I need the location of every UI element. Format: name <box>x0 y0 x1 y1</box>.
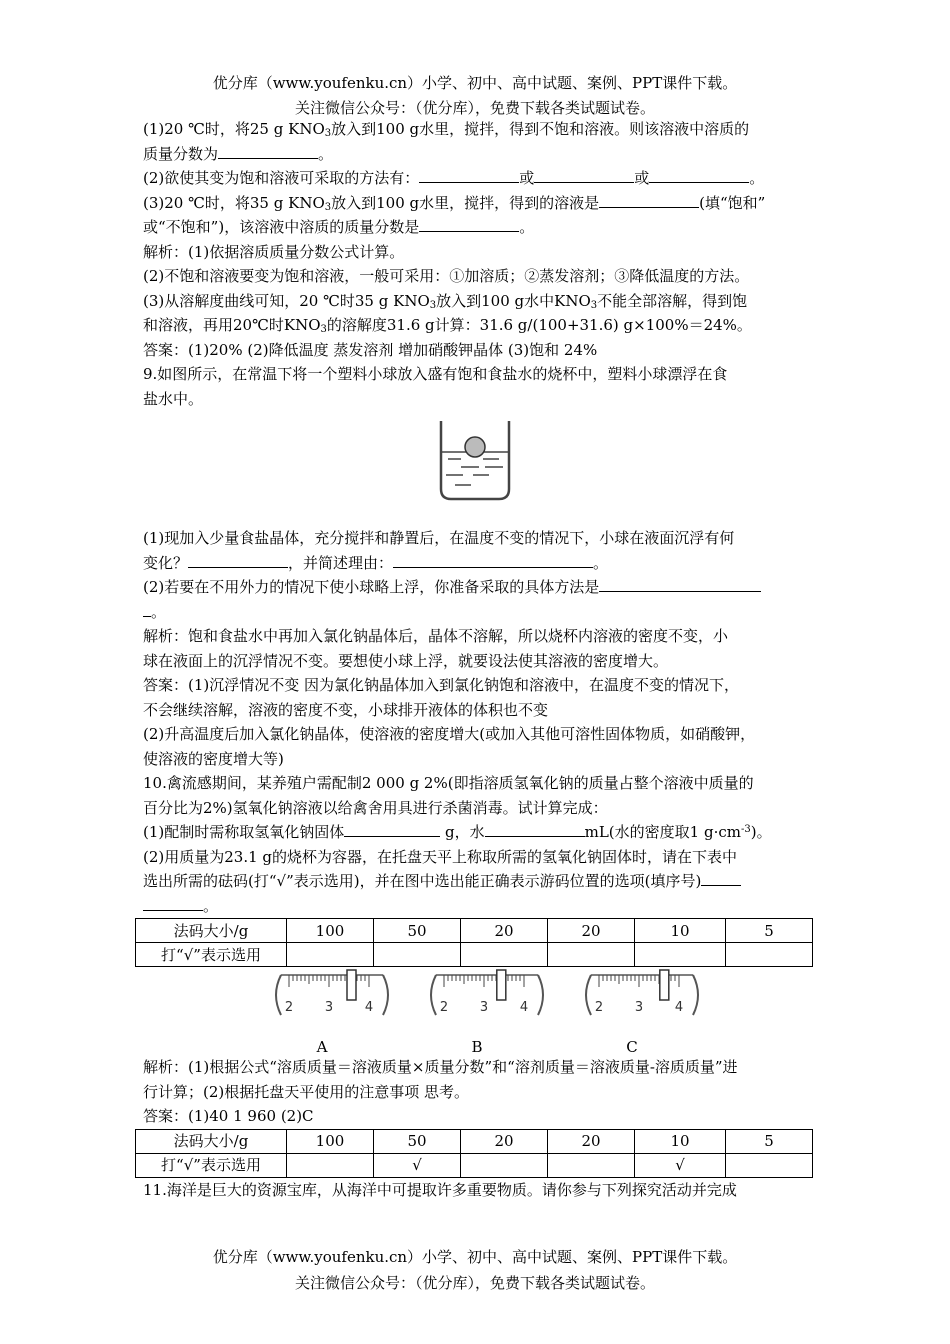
table-cell: 20 <box>461 1129 548 1153</box>
answer-weights-table <box>135 1129 813 1178</box>
q8-part3-cont: 或“不饱和”)，该溶液中溶质的质量分数是 。 <box>143 218 535 236</box>
q10-analysis-2: 行计算；(2)根据托盘天平使用的注意事项 思考。 <box>143 1082 470 1101</box>
q9-analysis-2: 球在液面上的沉浮情况不变。要想使小球上浮，就要设法使其溶液的密度增大。 <box>143 651 669 670</box>
answer-blank[interactable] <box>143 601 151 617</box>
q10-stem-2: 百分比为2%)氢氧化钠溶液以给禽舍用具进行杀菌消毒。试计算完成： <box>143 798 608 817</box>
q9-answer-4: 使溶液的密度增大等) <box>143 749 284 768</box>
beaker-outline <box>441 421 509 499</box>
q10-part1: (1)配制时需称取氢氧化钠固体 g，水 mL(水的密度取1 $g\cdot cm^{-3}$)。 <box>143 823 772 841</box>
scale-tick-label: 3 <box>479 1000 489 1015</box>
answer-blank[interactable] <box>599 192 699 208</box>
table-check-cell[interactable] <box>548 943 635 967</box>
q8-answer: 答案：(1)20% (2)降低温度 蒸发溶剂 增加硝酸钾晶体 (3)饱和 24% <box>143 340 598 359</box>
table-cell: 20 <box>548 919 635 943</box>
q9-answer-3: (2)升高温度后加入氯化钠晶体，使溶液的密度增大(或加入其他可溶性固体物质，如硝酸钾， <box>143 725 756 743</box>
q9-part2: (2)若要在不用外力的情况下使小球略上浮，你准备采取的具体方法是 <box>143 575 813 600</box>
option-b-label: B <box>471 1038 483 1056</box>
q8-analysis-2: (2)不饱和溶液要变为饱和溶液，一般可采用：①加溶质；②蒸发溶剂；③降低温度的方法。 <box>143 267 750 285</box>
scale-tick-label: 2 <box>594 1000 604 1015</box>
scale-bracket-left <box>586 975 591 1015</box>
table-cell: 50 <box>374 1129 461 1153</box>
answer-blank[interactable] <box>188 552 288 568</box>
table-cell: 5 <box>726 1129 813 1153</box>
q9-answer-2: 不会继续溶解，溶液的密度不变，小球排开液体的体积也不变 <box>143 700 549 719</box>
scale-tick-label: 4 <box>674 1000 684 1015</box>
plastic-ball <box>465 437 485 457</box>
table-row <box>136 919 813 943</box>
answer-blank[interactable] <box>649 167 749 183</box>
scale-bracket-left <box>431 975 436 1015</box>
content <box>143 117 813 1202</box>
scale-tick-label: 2 <box>284 1000 294 1015</box>
q9-part2-cont: 。 <box>143 600 813 625</box>
header-line-2: 关注微信公众号：（优分库），免费下载各类试题试卷。 <box>294 99 655 117</box>
q10-analysis-1: 解析：(1)根据公式“溶质质量＝溶液质量×质量分数”和“溶剂质量＝溶液质量-溶质质量”进 <box>143 1058 738 1076</box>
q8-analysis-3: (3)从溶解度曲线可知，20 ℃时35 g $KNO_3$放入到100 g水中$KNO_3$不能全部溶解，得到饱 <box>143 291 748 311</box>
q8-analysis-3-cont: 和溶液，再用20℃时$KNO_3$的溶解度31.6 g计算：31.6 g/(100+31.6) g×100%＝24%。 <box>143 316 752 335</box>
q8-analysis-1: 解析：(1)依据溶质质量分数公式计算。 <box>143 242 405 261</box>
q9-part1: (1)现加入少量食盐晶体，充分搅拌和静置后，在温度不变的情况下，小球在液面沉浮有何 <box>143 529 735 547</box>
scale-tick-label: 4 <box>519 1000 529 1015</box>
q9-answer-1: 答案：(1)沉浮情况不变 因为氯化钠晶体加入到氯化钠饱和溶液中，在温度不变的情况下， <box>143 676 740 694</box>
answer-blank[interactable] <box>701 870 741 886</box>
rider-options-figure <box>143 967 813 1035</box>
answer-blank[interactable] <box>599 576 761 592</box>
q10-part2-cont: 选出所需的砝码(打“√”表示选用)，并在图中选出能正确表示游码位置的选项(填序号) <box>143 869 813 894</box>
q10-answer: 答案：(1)40 1 960 (2)C <box>143 1107 314 1125</box>
q8-part3: (3)20 ℃时，将35 g $KNO_3$放入到100 g水里，搅拌，得到的溶液是 (填“饱和” <box>143 193 766 213</box>
answer-blank[interactable] <box>143 895 203 911</box>
scale-tick-label: 3 <box>324 1000 334 1015</box>
scale-bracket-left <box>276 975 281 1015</box>
answer-blank[interactable] <box>534 167 634 183</box>
table-cell: 20 <box>461 919 548 943</box>
q8-part1-cont: 质量分数为 。 <box>143 144 334 163</box>
q10-part2-cont2: 。 <box>143 894 813 919</box>
q10-part2: (2)用质量为23.1 g的烧杯为容器，在托盘天平上称取所需的氢氧化钠固体时，请在下表中 <box>143 847 738 866</box>
weights-table <box>135 918 813 967</box>
table-check-cell <box>548 1153 635 1177</box>
table-check-cell[interactable] <box>635 943 726 967</box>
q9-part1-cont: 变化？ ，并简述理由： 。 <box>143 553 609 572</box>
scale-tick-label: 3 <box>634 1000 644 1015</box>
footer-line-2: 关注微信公众号：（优分库），免费下载各类试题试卷。 <box>294 1274 655 1292</box>
q11-stem-1: 11.海洋是巨大的资源宝库，从海洋中可提取许多重要物质。请你参与下列探究活动并完成 <box>143 1180 737 1199</box>
table-check-cell[interactable] <box>287 943 374 967</box>
table-check-cell[interactable] <box>461 943 548 967</box>
scale-bracket-right <box>383 975 388 1015</box>
answer-blank[interactable] <box>393 552 593 568</box>
scale-tick-label: 4 <box>364 1000 374 1015</box>
answer-blank[interactable] <box>485 821 585 837</box>
table-check-cell <box>726 1153 813 1177</box>
answer-blank[interactable] <box>218 143 318 159</box>
beaker-diagram <box>143 411 813 526</box>
table-cell: 50 <box>374 919 461 943</box>
scale-tick-label: 2 <box>439 1000 449 1015</box>
table-row <box>136 1153 813 1177</box>
option-a-label: A <box>316 1038 328 1056</box>
beaker-figure <box>143 411 813 526</box>
rider-marker <box>347 970 356 1000</box>
q9-stem-1: 9.如图所示，在常温下将一个塑料小球放入盛有饱和食盐水的烧杯中，塑料小球漂浮在食 <box>143 365 728 383</box>
table-check-cell <box>287 1153 374 1177</box>
table-header-cell: 法码大小/g <box>136 919 287 943</box>
rider-rulers <box>143 967 813 1035</box>
option-labels <box>143 1035 813 1055</box>
q9-analysis-1: 解析：饱和食盐水中再加入氯化钠晶体后，晶体不溶解，所以烧杯内溶液的密度不变，小 <box>143 627 729 645</box>
q8-part1: (1)20 ℃时，将25 g $KNO_3$放入到100 g水里，搅拌，得到不饱和溶液。则该溶液中溶质的 <box>143 120 750 139</box>
header-line-1: 优分库（www.youfenku.cn）小学、初中、高中试题、案例、PPT课件下载。 <box>212 74 738 92</box>
rider-marker <box>497 970 506 1000</box>
table-cell: 100 <box>287 1129 374 1153</box>
option-c-label: C <box>626 1038 638 1056</box>
table-cell: 10 <box>635 1129 726 1153</box>
table-cell: 10 <box>635 919 726 943</box>
table-check-cell[interactable] <box>726 943 813 967</box>
table-row <box>136 943 813 967</box>
table-check-cell: √ <box>635 1153 726 1177</box>
answer-blank[interactable] <box>419 216 519 232</box>
table-header-cell: 打“√”表示选用 <box>136 943 287 967</box>
table-header-cell: 打“√”表示选用 <box>136 1153 287 1177</box>
table-cell: 5 <box>726 919 813 943</box>
table-cell: 100 <box>287 919 374 943</box>
table-check-cell: √ <box>374 1153 461 1177</box>
answer-blank[interactable] <box>344 821 440 837</box>
table-cell: 20 <box>548 1129 635 1153</box>
scale-bracket-right <box>538 975 543 1015</box>
answer-blank[interactable] <box>419 167 519 183</box>
table-check-cell <box>461 1153 548 1177</box>
scale-bracket-right <box>693 975 698 1015</box>
q9-stem-2: 盐水中。 <box>143 389 204 408</box>
footer-line-1: 优分库（www.youfenku.cn）小学、初中、高中试题、案例、PPT课件下载。 <box>212 1248 738 1266</box>
q10-stem-1: 10.禽流感期间，某养殖户需配制2 000 g 2%(即指溶质氢氧化钠的质量占整个溶液中质量的 <box>143 774 754 792</box>
table-check-cell[interactable] <box>374 943 461 967</box>
table-row <box>136 1129 813 1153</box>
table-header-cell: 法码大小/g <box>136 1129 287 1153</box>
q8-part2: (2)欲使其变为饱和溶液可采取的方法有： 或 或 。 <box>143 169 765 187</box>
rider-marker <box>660 970 669 1000</box>
